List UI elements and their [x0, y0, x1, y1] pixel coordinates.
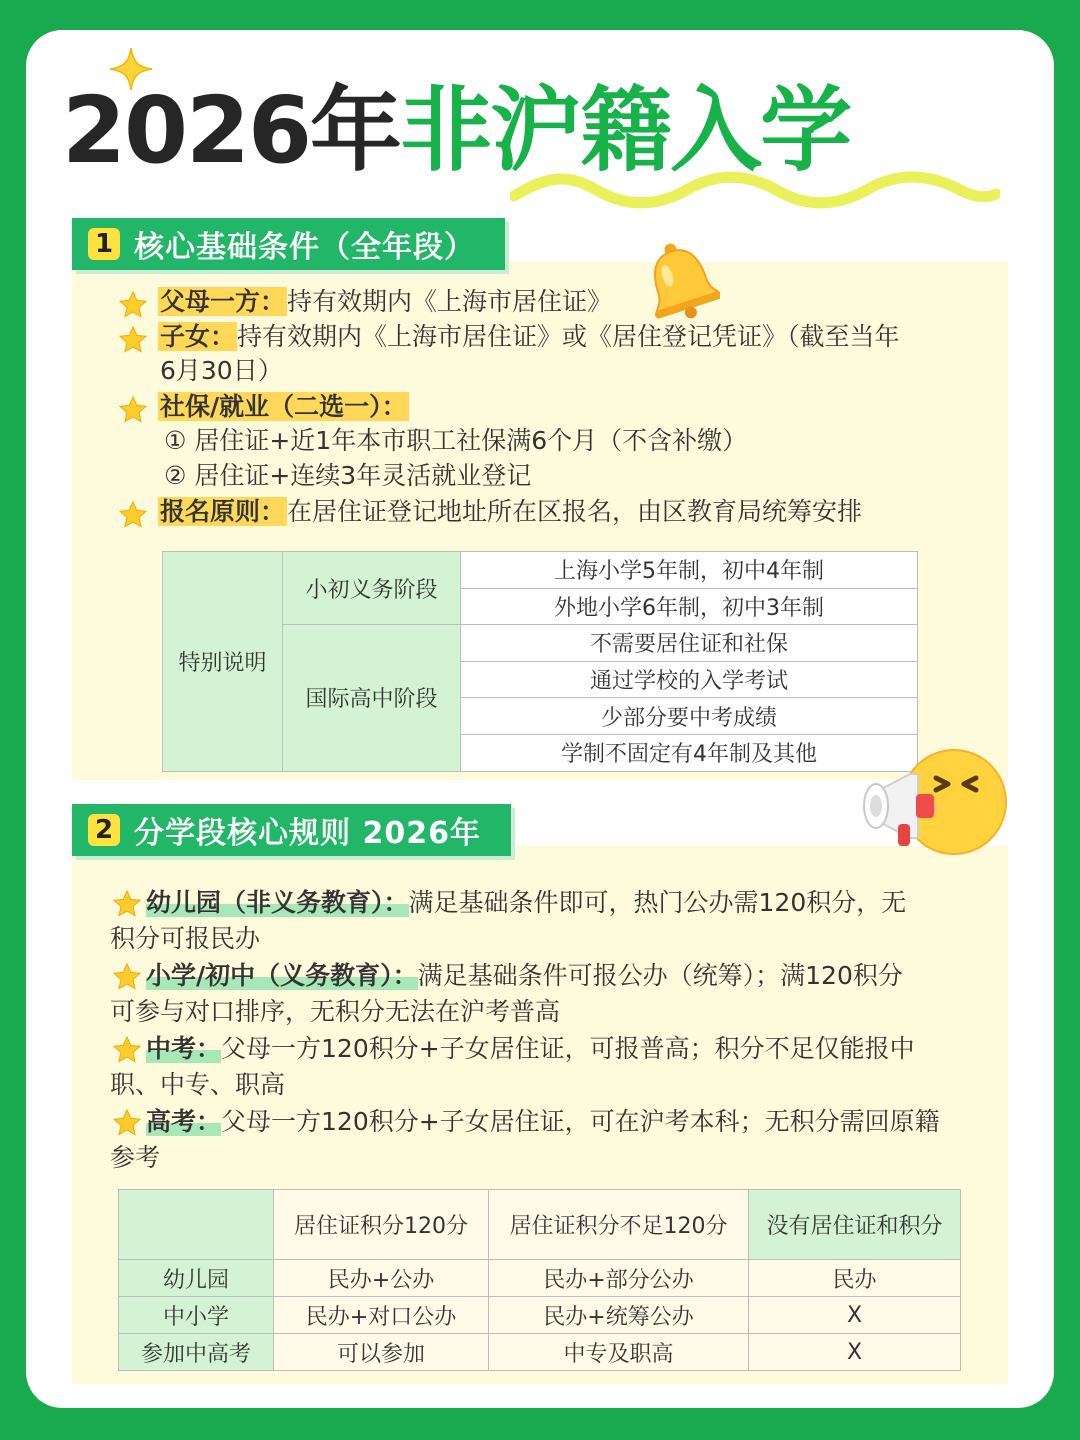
table-row [119, 1260, 961, 1297]
section2-heading: 分学段核心规则 2026年 [134, 816, 481, 851]
table-header-cell [119, 1190, 274, 1260]
table-cell: 不需要居住证和社保 [461, 625, 918, 662]
star-icon [112, 889, 142, 919]
table-cell: X [749, 1334, 961, 1371]
s1-item-social-opt2: ② 居住证+连续3年灵活就业登记 [164, 461, 532, 490]
star-icon [118, 500, 148, 530]
s2-item-compulsory-label: 小学/初中（义务教育）： [146, 961, 418, 990]
table-header-cell: 没有居住证和积分 [749, 1190, 961, 1260]
megaphone-emoji-icon [858, 744, 1010, 862]
s1-item-child-cont: 6月30日） [160, 356, 283, 385]
section2-header [72, 804, 511, 856]
table-cell: 特别说明 [163, 552, 283, 772]
s2-item-gaokao [146, 1105, 940, 1139]
section1-header [72, 218, 505, 270]
title-year: 2026年 [62, 77, 401, 184]
star-icon [118, 325, 148, 355]
section1-heading: 核心基础条件（全年段） [134, 230, 475, 265]
section1-number: 1 [88, 228, 120, 260]
table-cell: 小初义务阶段 [283, 552, 461, 625]
table-cell: 民办+对口公办 [274, 1297, 489, 1334]
s1-item-parents [158, 285, 612, 319]
s2-item-kindergarten-cont: 积分可报民办 [110, 924, 261, 953]
table-cell: X [749, 1297, 961, 1334]
table-cell: 外地小学6年制，初中3年制 [461, 588, 918, 625]
section2-number: 2 [88, 814, 120, 846]
stage-rules-table [118, 1189, 961, 1371]
table-cell: 中小学 [119, 1297, 274, 1334]
table-row [119, 1334, 961, 1371]
s2-item-kindergarten [146, 886, 906, 920]
s1-item-social-opt1: ① 居住证+近1年本市职工社保满6个月（不含补缴） [164, 426, 748, 455]
table-row [119, 1297, 961, 1334]
table-header-cell: 居住证积分不足120分 [489, 1190, 749, 1260]
s1-item-register-label: 报名原则： [160, 497, 286, 526]
s2-item-gaokao-text: 父母一方120积分+子女居住证，可在沪考本科；无积分需回原籍 [221, 1107, 940, 1136]
table-cell: 可以参加 [274, 1334, 489, 1371]
special-notes-table [162, 551, 918, 772]
star-icon [118, 290, 148, 320]
table-cell: 通过学校的入学考试 [461, 661, 918, 698]
s2-item-gaokao-cont: 参考 [110, 1143, 161, 1172]
table-cell: 民办+部分公办 [489, 1260, 749, 1297]
s1-item-child-label: 子女： [160, 322, 236, 351]
s2-item-kindergarten-text: 满足基础条件即可，热门公办需120积分，无 [408, 888, 907, 917]
table-cell: 民办+统筹公办 [489, 1297, 749, 1334]
table-cell: 国际高中阶段 [283, 625, 461, 771]
s1-item-child-text: 持有效期内《上海市居住证》或《居住登记凭证》（截至当年 [237, 322, 900, 351]
title-main: 非沪籍入学 [400, 77, 851, 184]
table-cell: 民办 [749, 1260, 961, 1297]
bell-icon [642, 238, 720, 322]
table-cell: 民办+公办 [274, 1260, 489, 1297]
s1-item-social-label: 社保/就业（二选一）： [160, 392, 407, 421]
table-header-cell: 居住证积分120分 [274, 1190, 489, 1260]
s1-item-register [158, 495, 862, 529]
s1-item-child [158, 320, 900, 354]
s1-item-parents-label: 父母一方： [160, 287, 286, 316]
star-icon [112, 1108, 142, 1138]
table-cell: 学制不固定有4年制及其他 [461, 734, 918, 771]
s2-item-compulsory-cont: 可参与对口排序，无积分无法在沪考普高 [110, 997, 561, 1026]
table-cell: 中专及职高 [489, 1334, 749, 1371]
table-cell: 上海小学5年制，初中4年制 [461, 552, 918, 589]
s2-item-compulsory [146, 959, 903, 993]
star-icon [112, 962, 142, 992]
s2-item-gaokao-label: 高考： [146, 1107, 222, 1136]
s2-item-zhongkao [146, 1032, 915, 1066]
s1-item-register-text: 在居住证登记地址所在区报名，由区教育局统筹安排 [287, 497, 863, 526]
star-icon [118, 395, 148, 425]
s1-item-social [158, 390, 409, 424]
table-cell: 少部分要中考成绩 [461, 698, 918, 735]
table-cell: 幼儿园 [119, 1260, 274, 1297]
table-cell: 参加中高考 [119, 1334, 274, 1371]
wave-underline [510, 168, 1000, 210]
s2-item-zhongkao-label: 中考： [146, 1034, 222, 1063]
star-icon [112, 1035, 142, 1065]
s2-item-compulsory-text: 满足基础条件可报公办（统筹）；满120积分 [417, 961, 903, 990]
s2-item-zhongkao-text: 父母一方120积分+子女居住证，可报普高；积分不足仅能报中 [221, 1034, 915, 1063]
s1-item-parents-text: 持有效期内《上海市居住证》 [287, 287, 613, 316]
s2-item-kindergarten-label: 幼儿园（非义务教育）： [146, 888, 409, 917]
s2-item-zhongkao-cont: 职、中专、职高 [110, 1070, 286, 1099]
